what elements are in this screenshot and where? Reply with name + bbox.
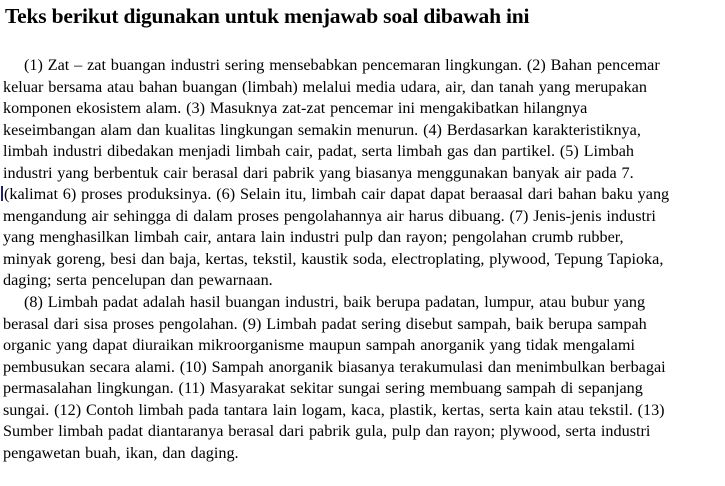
text-line: yang menghasilkan limbah cair, antara lain industri pulp dan rayon; pengolahan crumb rubber,	[3, 228, 624, 247]
text-line: mengandung air sehingga di dalam proses pengolahannya air harus dibuang. (7) Jenis-jenis industri	[3, 206, 656, 225]
paragraph-1	[3, 55, 725, 292]
text-line: (1) Zat – zat buangan industri sering mensebabkan pencemaran lingkungan. (2) Bahan pencemar	[24, 56, 660, 74]
text-line: keseimbangan alam dan kualitas lingkungan semakin menurun. (4) Berdasarkan karakteristiknya,	[3, 120, 641, 139]
text-cursor-caret	[1, 186, 3, 201]
text-line: komponen ekosistem alam. (3) Masuknya zat-zat pencemar ini mengakibatkan hilangnya	[3, 99, 588, 118]
text-line: keluar bersama atau bahan buangan (limbah) melalui media udara, air, dan tanah yang merupakan	[3, 77, 647, 96]
text-line-with-caret	[3, 184, 725, 206]
document-body	[3, 55, 725, 464]
paragraph-2	[3, 292, 725, 464]
text-line: pembusukan secara alami. (10) Sampah anorganik biasanya terakumulasi dan menimbulkan berbagai	[3, 357, 666, 376]
text-line: permasalahan lingkungan. (11) Masyarakat sekitar sungai sering membuang sampah di sepanjang	[3, 379, 643, 398]
text-line: sungai. (12) Contoh limbah pada tantara lain logam, kaca, plastik, kertas, serta kain atau tekstil. (13)	[3, 400, 665, 419]
text-line: berasal dari sisa proses pengolahan. (9) Limbah padat sering disebut sampah, baik berupa sampah	[3, 314, 647, 333]
text-line: industri yang berbentuk cair berasal dari pabrik yang biasanya menggunakan banyak air pada 7.	[3, 163, 634, 182]
text-line: pengawetan buah, ikan, dan daging.	[3, 443, 239, 462]
text-line: organic yang dapat diuraikan mikroorganisme maupun sampah anorganik yang tidak mengalami	[3, 336, 635, 355]
text-line: daging; serta pencelupan dan pewarnaan.	[3, 271, 273, 290]
text-line: minyak goreng, besi dan baja, kertas, tekstil, kaustik soda, electroplating, plywood, Tepung Tapioka,	[3, 249, 664, 268]
text-line: (8) Limbah padat adalah hasil buangan industri, baik berupa padatan, lumpur, atau bubur yang	[24, 293, 646, 312]
document-title: Teks berikut digunakan untuk menjawab soal dibawah ini	[5, 4, 530, 28]
text-line: Sumber limbah padat diantaranya berasal dari pabrik gula, pulp dan rayon; plywood, serta industri	[3, 422, 651, 441]
text-line: limbah industri dibedakan menjadi limbah cair, padat, serta limbah gas dan partikel. (5) Limbah	[3, 142, 634, 161]
text-line: (kalimat 6) proses produksinya. (6) Selain itu, limbah cair dapat dapat beraasal dari bahan baku yang	[4, 185, 670, 204]
